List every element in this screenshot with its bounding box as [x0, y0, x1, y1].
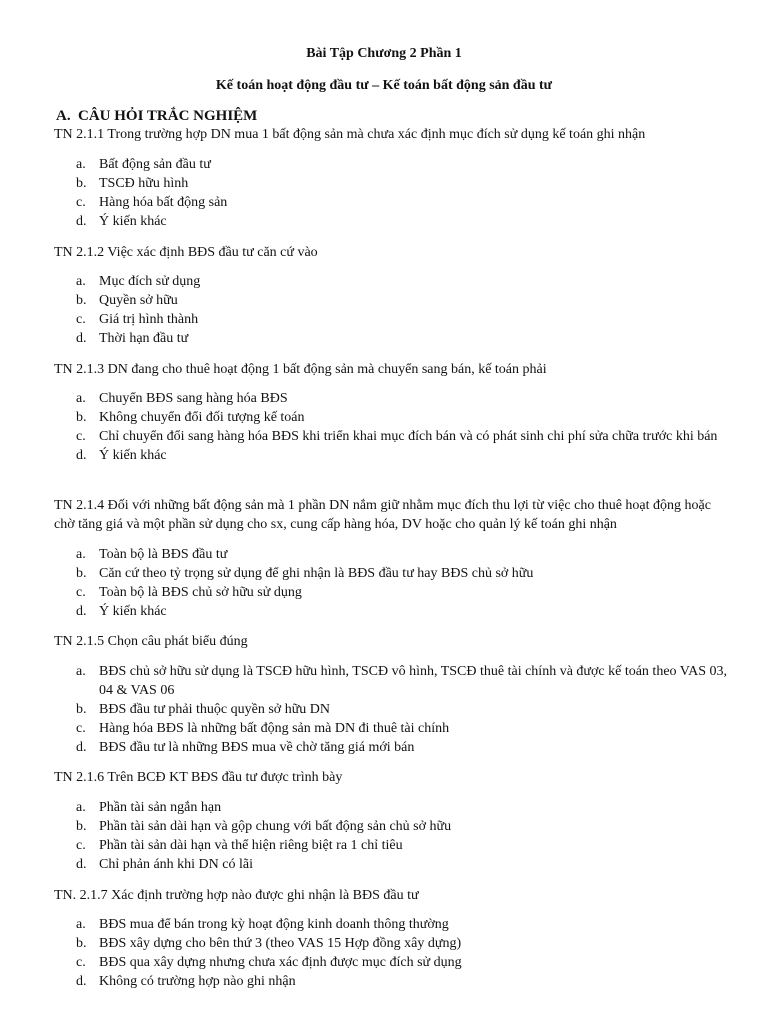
option-item	[76, 329, 736, 348]
question-stem: TN 2.1.6 Trên BCĐ KT BĐS đầu tư được trình bày	[54, 770, 343, 785]
option-item	[76, 953, 736, 972]
option-marker: b.	[76, 936, 87, 951]
option-marker: a.	[76, 274, 86, 289]
option-list	[76, 798, 736, 874]
option-marker: c.	[76, 955, 86, 970]
option-marker: d.	[76, 857, 87, 872]
option-text: TSCĐ hữu hình	[99, 176, 189, 191]
option-item	[76, 915, 736, 934]
option-item	[76, 545, 736, 564]
option-item	[76, 310, 736, 329]
option-text: Không có trường hợp nào ghi nhận	[99, 974, 296, 989]
option-text: Mục đích sử dụng	[99, 274, 201, 289]
option-marker: d.	[76, 974, 87, 989]
option-marker: b.	[76, 566, 87, 581]
option-item	[76, 564, 736, 583]
option-marker: b.	[76, 410, 87, 425]
option-marker: d.	[76, 740, 87, 755]
option-list	[76, 915, 736, 991]
option-item	[76, 583, 736, 602]
option-text: Căn cứ theo tỷ trọng sử dụng để ghi nhận là BĐS đầu tư hay BĐS chủ sở hữu	[99, 566, 534, 581]
option-marker: c.	[76, 195, 86, 210]
option-item	[76, 836, 736, 855]
option-text: Phần tài sản dài hạn và thể hiện riêng biệt ra 1 chỉ tiêu	[99, 838, 403, 853]
option-list	[76, 389, 736, 465]
option-text: BĐS đầu tư phải thuộc quyền sở hữu DN	[99, 702, 331, 717]
option-item	[76, 408, 736, 427]
option-text: Ý kiến khác	[99, 214, 167, 229]
option-text: Ý kiến khác	[99, 448, 167, 463]
question-stem: TN 2.1.4 Đối với những bất động sản mà 1 phần DN nắm giữ nhằm mục đích thu lợi từ việc cho thuê hoạt động hoặc chờ tăng giá và một phần sử dụng cho sx, cung cấp hàng hóa, DV hoặc cho quản lý kế toán ghi nhận	[54, 498, 711, 532]
option-text: BĐS xây dựng cho bên thứ 3 (theo VAS 15 Hợp đồng xây dựng)	[99, 936, 462, 951]
option-item	[76, 602, 736, 621]
question-stem: TN. 2.1.7 Xác định trường hợp nào được ghi nhận là BĐS đầu tư	[54, 888, 419, 903]
option-item	[76, 719, 736, 738]
option-text: Hàng hóa bất động sản	[99, 195, 228, 210]
option-text: Ý kiến khác	[99, 604, 167, 619]
option-item	[76, 427, 736, 446]
option-list	[76, 272, 736, 348]
section-title: CÂU HỎI TRẮC NGHIỆM	[78, 108, 258, 124]
option-text: Bất động sản đầu tư	[99, 157, 211, 172]
option-marker: a.	[76, 800, 86, 815]
option-marker: c.	[76, 721, 86, 736]
option-item	[76, 446, 736, 465]
option-item	[76, 662, 736, 700]
option-text: Phần tài sản dài hạn và gộp chung với bất động sản chủ sở hữu	[99, 819, 452, 834]
option-marker: b.	[76, 702, 87, 717]
option-text: Chuyển BĐS sang hàng hóa BĐS	[99, 391, 288, 406]
option-item	[76, 291, 736, 310]
option-text: Hàng hóa BĐS là những bất động sản mà DN đi thuê tài chính	[99, 721, 450, 736]
option-text: Không chuyển đổi đối tượng kế toán	[99, 410, 305, 425]
option-item	[76, 738, 736, 757]
option-marker: a.	[76, 391, 86, 406]
option-text: Giá trị hình thành	[99, 312, 199, 327]
option-item	[76, 174, 736, 193]
option-item	[76, 272, 736, 291]
option-marker: c.	[76, 585, 86, 600]
option-list	[76, 545, 736, 621]
option-marker: b.	[76, 293, 87, 308]
question-stem: TN 2.1.5 Chọn câu phát biểu đúng	[54, 634, 248, 649]
option-marker: a.	[76, 157, 86, 172]
section-heading	[56, 107, 257, 126]
option-text: BĐS qua xây dựng nhưng chưa xác định được mục đích sử dụng	[99, 955, 462, 970]
option-item	[76, 700, 736, 719]
option-marker: c.	[76, 838, 86, 853]
option-marker: d.	[76, 331, 87, 346]
option-item	[76, 212, 736, 231]
option-marker: c.	[76, 429, 86, 444]
option-item	[76, 798, 736, 817]
question-stem: TN 2.1.1 Trong trường hợp DN mua 1 bất động sản mà chưa xác định mục đích sử dụng kế toán ghi nhận	[54, 127, 646, 142]
option-marker: d.	[76, 448, 87, 463]
question-stem: TN 2.1.2 Việc xác định BĐS đầu tư căn cứ vào	[54, 245, 318, 260]
option-text: BĐS chủ sở hữu sử dụng là TSCĐ hữu hình, TSCĐ vô hình, TSCĐ thuê tài chính và được kế toán theo VAS 03, 04 & VAS 06	[99, 664, 727, 698]
option-text: Quyền sở hữu	[99, 293, 178, 308]
option-item	[76, 389, 736, 408]
option-text: Toàn bộ là BĐS đầu tư	[99, 547, 228, 562]
option-text: BĐS đầu tư là những BĐS mua về chờ tăng giá mới bán	[99, 740, 415, 755]
question-stem: TN 2.1.3 DN đang cho thuê hoạt động 1 bất động sản mà chuyển sang bán, kế toán phải	[54, 362, 547, 377]
section-letter: A.	[56, 108, 71, 124]
option-text: Chỉ phản ánh khi DN có lãi	[99, 857, 253, 872]
option-list	[76, 662, 736, 757]
option-item	[76, 193, 736, 212]
document-title: Bài Tập Chương 2 Phần 1	[306, 46, 462, 61]
option-marker: d.	[76, 604, 87, 619]
option-item	[76, 934, 736, 953]
document-subtitle: Kế toán hoạt động đầu tư – Kế toán bất động sản đầu tư	[215, 78, 553, 93]
option-item	[76, 817, 736, 836]
option-text: Toàn bộ là BĐS chủ sở hữu sử dụng	[99, 585, 302, 600]
option-list	[76, 155, 736, 231]
option-marker: c.	[76, 312, 86, 327]
option-item	[76, 855, 736, 874]
option-text: Chỉ chuyển đổi sang hàng hóa BĐS khi triển khai mục đích bán và có phát sinh chi phí sửa chữa trước khi bán	[99, 429, 718, 444]
option-marker: a.	[76, 547, 86, 562]
option-marker: b.	[76, 819, 87, 834]
option-marker: a.	[76, 917, 86, 932]
option-text: Phần tài sản ngắn hạn	[99, 800, 222, 815]
option-marker: d.	[76, 214, 87, 229]
option-item	[76, 972, 736, 991]
option-item	[76, 155, 736, 174]
option-text: Thời hạn đầu tư	[99, 331, 189, 346]
option-marker: b.	[76, 176, 87, 191]
option-marker: a.	[76, 664, 86, 679]
option-text: BĐS mua để bán trong kỳ hoạt động kinh doanh thông thường	[99, 917, 449, 932]
